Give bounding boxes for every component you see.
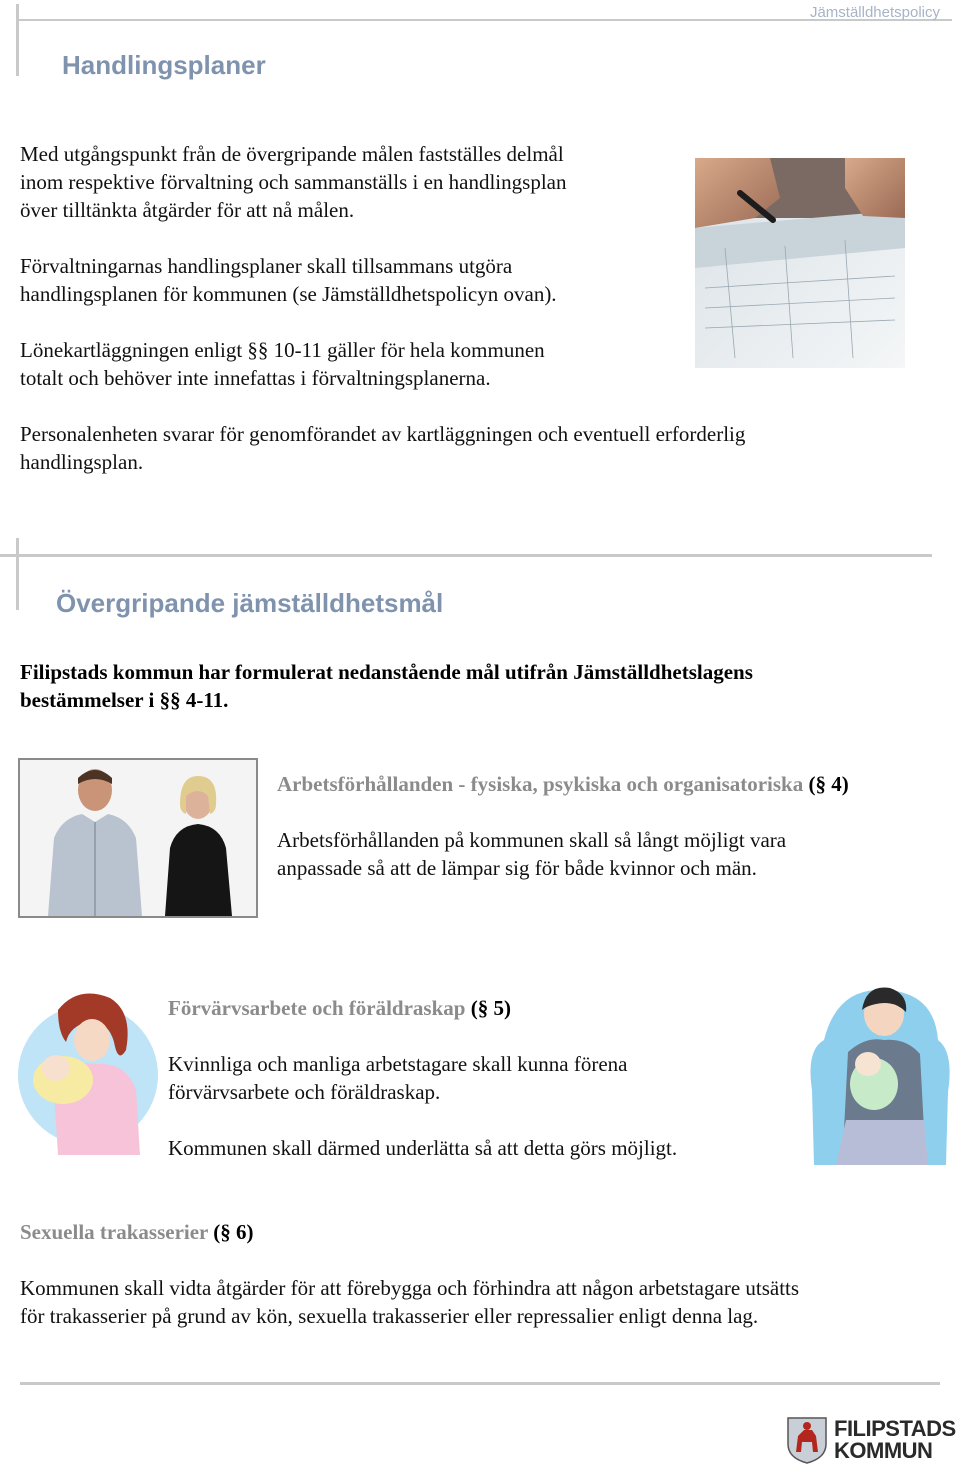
goal2-text: Kvinnliga och manliga arbetstagare skall kunna förena förvärvsarbete och föräldraskap. (168, 1052, 628, 1104)
section2-rule-vertical (16, 538, 19, 610)
section-title-handlingsplaner: Handlingsplaner (62, 50, 266, 80)
document-title: Jämställdhetspolicy (809, 4, 940, 21)
man-woman-photo (18, 758, 258, 918)
section2-intro: Filipstads kommun har formulerat nedanstående mål utifrån Jämställdhetslagens bestämmelser i §§ 4-11. (20, 660, 753, 712)
footer-rule (20, 1382, 940, 1385)
logo-line2: KOMMUN (834, 1438, 933, 1463)
goal3-text: Kommunen skall vidta åtgärder för att förebygga och förhindra att någon arbetstagare utsätts för trakasserier på grund av kön, sexuella trakasserier eller repressalier enligt denna lag. (20, 1276, 800, 1328)
goal2-text2: Kommunen skall därmed underlätta så att detta görs möjligt. (168, 1136, 678, 1160)
hands-drawing-photo (695, 158, 905, 368)
mother-baby-clipart (18, 980, 163, 1160)
goal2-title: Förvärvsarbete och föräldraskap (§ 5) (168, 996, 511, 1020)
father-baby-clipart (806, 980, 954, 1165)
goal1-title: Arbetsförhållanden - fysiska, psykiska och organisatoriska (§ 4) (277, 772, 849, 796)
top-rule-vertical (16, 4, 19, 76)
filipstad-logo (786, 1416, 956, 1466)
logo-line1: FILIPSTADS (834, 1416, 956, 1441)
section2-rule (0, 554, 932, 557)
coat-of-arms-icon (786, 1416, 828, 1464)
section-title-overgripande: Övergripande jämställdhetsmål (56, 588, 444, 618)
goal3-title: Sexuella trakasserier (§ 6) (20, 1220, 254, 1244)
paragraph-lonekartlaggning: Lönekartläggningen enligt §§ 10-11 gäller för hela kommunen totalt och behöver inte innefattas i förvaltningsplanerna. (20, 338, 545, 390)
goal1-text: Arbetsförhållanden på kommunen skall så långt möjligt vara anpassade så att de lämpar sig för både kvinnor och män. (277, 828, 787, 880)
paragraph-delmal: Med utgångspunkt från de övergripande målen fastställes delmål inom respektive förvaltning och sammanställs i en handlingsplan över tilltänkta åtgärder för att nå målen. (20, 142, 567, 222)
paragraph-forvaltningar: Förvaltningarnas handlingsplaner skall tillsammans utgöra handlingsplanen för kommunen (se Jämställdhetspolicyn ovan). (20, 254, 557, 306)
paragraph-personalenheten: Personalenheten svarar för genomförandet av kartläggningen och eventuell erforderlig handlingsplan. (20, 422, 746, 474)
